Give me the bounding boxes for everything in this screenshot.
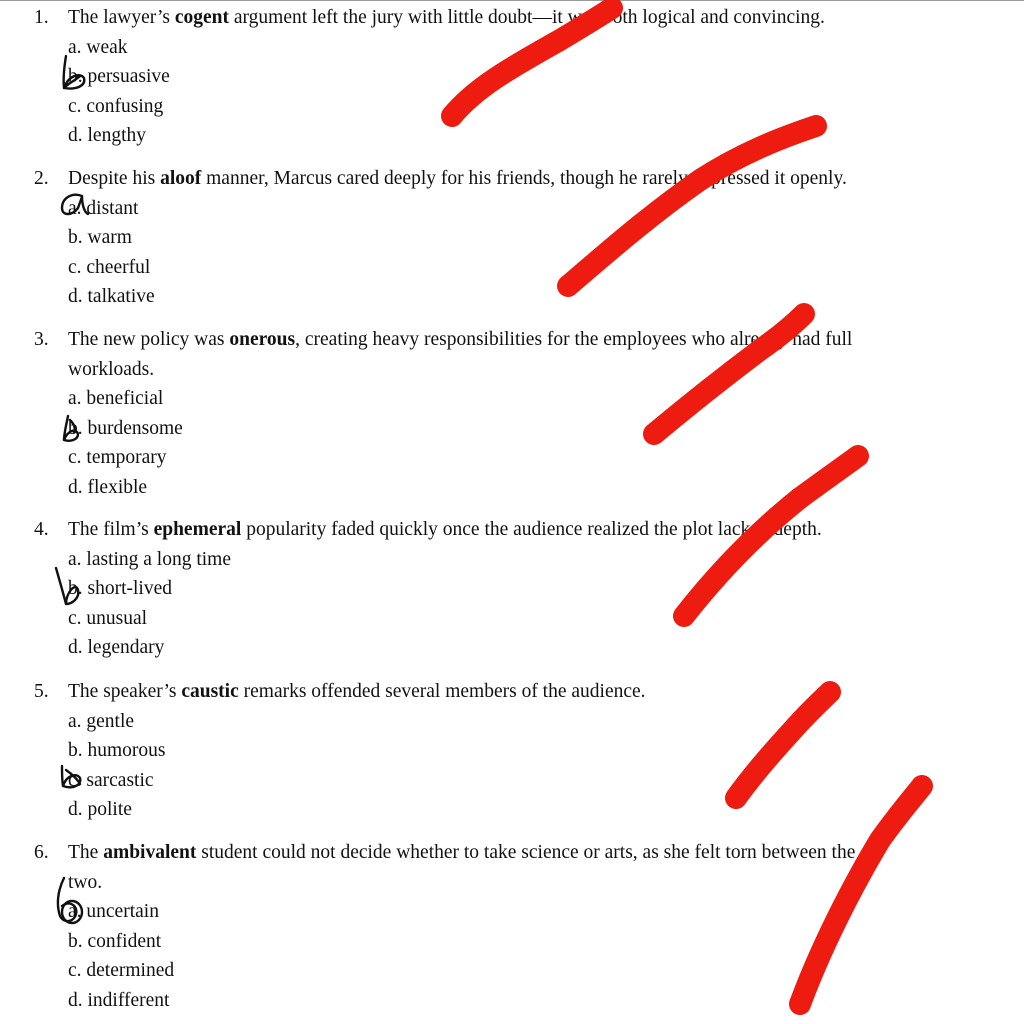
option-c: c. determined: [68, 960, 175, 981]
question-text: The new policy was onerous, creating heavy responsibilities for the employees who already had full: [68, 329, 853, 350]
question-line-continued: two.: [68, 871, 103, 893]
option-d: d. lengthy: [68, 125, 146, 146]
option-c: c. cheerful: [68, 256, 151, 278]
question-4: [34, 515, 994, 663]
question-line: [34, 3, 994, 33]
question-text: The film’s ephemeral popularity faded quickly once the audience realized the plot lacked depth.: [68, 519, 822, 540]
option-b: b. burdensome: [68, 417, 183, 439]
question-1: [34, 3, 994, 151]
vocab-word: caustic: [181, 681, 239, 702]
question-line: [34, 164, 994, 194]
vocab-word: ambivalent: [103, 842, 197, 863]
question-5: [34, 677, 994, 825]
question-number: 6.: [34, 842, 49, 863]
option-a: a. lasting a long time: [68, 548, 232, 570]
question-text: The ambivalent student could not decide whether to take science or arts, as she felt torn between the: [68, 842, 856, 863]
question-line: [34, 677, 994, 707]
option-c: c. temporary: [68, 447, 167, 468]
option-b: b. short-lived: [68, 578, 172, 599]
question-6: [34, 838, 994, 1015]
question-text: Despite his aloof manner, Marcus cared deeply for his friends, though he rarely expressed it openly.: [68, 168, 847, 189]
question-line: [34, 838, 994, 868]
question-number: 3.: [34, 329, 49, 350]
vocab-word: aloof: [160, 168, 202, 189]
option-d: d. polite: [68, 799, 132, 820]
option-d: d. talkative: [68, 286, 155, 307]
vocab-word: cogent: [174, 7, 230, 28]
option-b: b. confident: [68, 930, 162, 952]
option-b: b. persuasive: [68, 66, 170, 87]
option-c: c. sarcastic: [68, 769, 154, 791]
question-number: 1.: [34, 7, 49, 28]
option-d: d. flexible: [68, 476, 148, 498]
option-a: a. gentle: [68, 710, 135, 732]
question-3: [34, 325, 994, 502]
question-2: [34, 164, 994, 312]
option-b: b. warm: [68, 227, 132, 248]
option-c: c. unusual: [68, 607, 148, 629]
question-number: 2.: [34, 168, 49, 189]
option-a: a. uncertain: [68, 901, 159, 922]
option-a: a. beneficial: [68, 388, 164, 409]
option-d: d. legendary: [68, 637, 165, 658]
option-a: a. weak: [68, 36, 128, 58]
option-b: b. humorous: [68, 740, 166, 761]
vocab-word: ephemeral: [153, 519, 242, 540]
option-a: a. distant: [68, 197, 139, 219]
question-line: [34, 325, 994, 355]
option-d: d. indifferent: [68, 989, 170, 1011]
option-c: c. confusing: [68, 95, 164, 117]
question-number: 5.: [34, 681, 49, 702]
question-number: 4.: [34, 519, 49, 540]
question-line-continued: workloads.: [68, 358, 155, 380]
question-text: The lawyer’s cogent argument left the jury with little doubt—it was both logical and convincing.: [68, 7, 825, 28]
question-line: [34, 515, 994, 545]
question-text: The speaker’s caustic remarks offended several members of the audience.: [68, 681, 646, 702]
vocab-word: onerous: [229, 329, 296, 350]
